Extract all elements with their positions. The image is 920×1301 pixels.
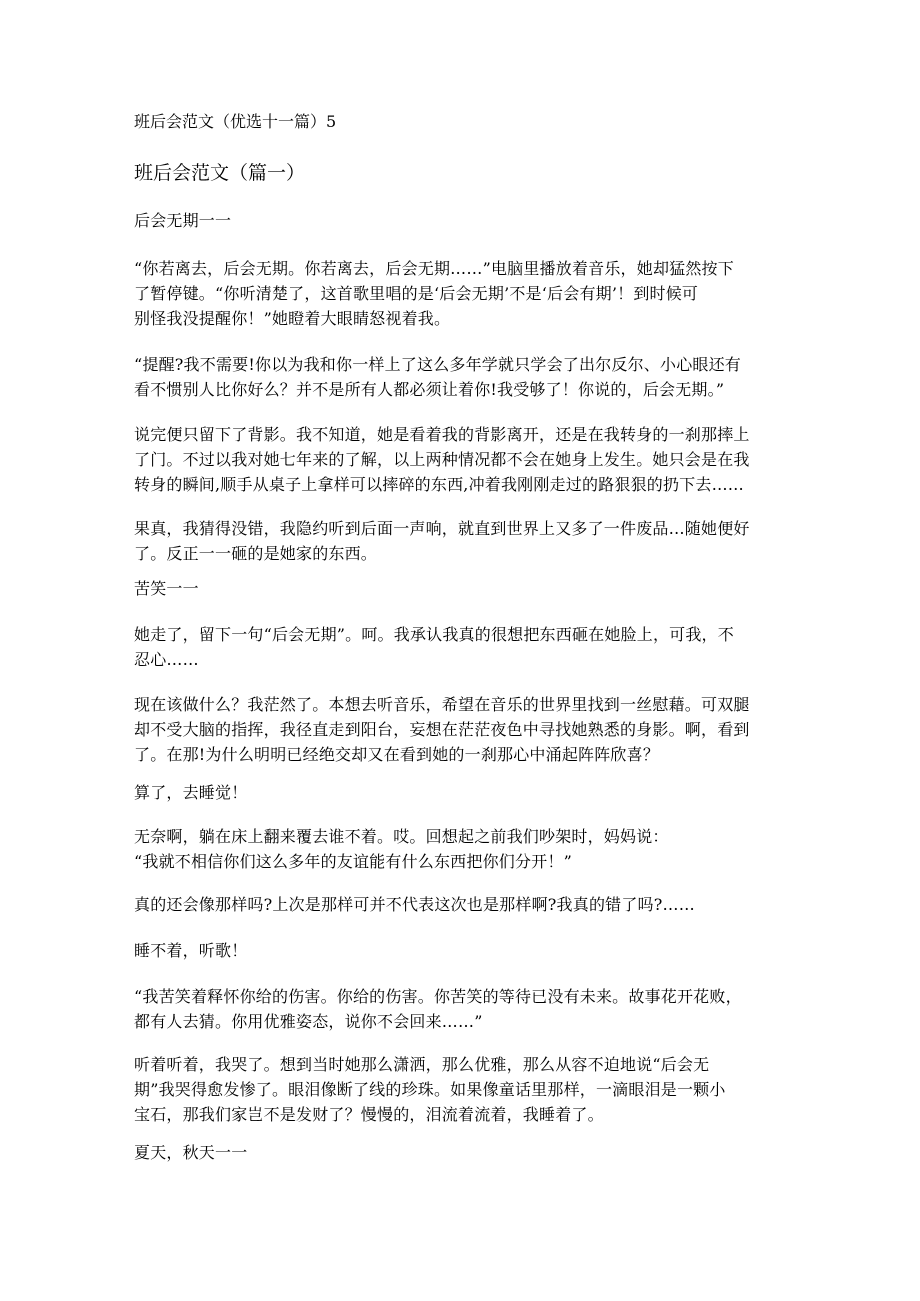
text-line: 别怪我没提醒你！”她瞪着大眼睛怒视着我。 [134, 309, 451, 328]
paragraph [134, 516, 794, 566]
paragraph [134, 692, 794, 767]
text-line: 苦笑一一 [134, 579, 199, 598]
text-line: 睡不着，听歌！ [134, 941, 248, 960]
text-line: “提醒?我不需要!你以为我和你一样上了这么多年学就只学会了出尔反尔、小心眼还有 [134, 355, 741, 374]
text-line: 听着听着，我哭了。想到当时她那么潇洒，那么优雅，那么从容不迫地说“后会无 [134, 1055, 710, 1074]
text-line: 她走了，留下一句“后会无期”。呵。我承认我真的很想把东西砸在她脸上，可我，不 [134, 625, 734, 644]
paragraph [134, 892, 794, 917]
paragraph [134, 256, 794, 331]
paragraph [134, 938, 794, 963]
paragraph [134, 352, 794, 402]
text-line: 却不受大脑的指挥，我径直走到阳台，妄想在茫茫夜色中寻找她熟悉的身影。啊，看到 [134, 720, 750, 739]
paragraph [134, 780, 794, 805]
section-title: 班后会范文（篇一） [134, 162, 306, 184]
paragraph [134, 1052, 794, 1127]
paragraph [134, 576, 794, 601]
text-line: 了。在那!为什么明明已经绝交却又在看到她的一刹那心中涌起阵阵欣喜？ [134, 745, 660, 764]
text-line: 真的还会像那样吗?上次是那样可并不代表这次也是那样啊?我真的错了吗?…… [134, 895, 695, 914]
text-line: 看不惯别人比你好么？并不是所有人都必须让着你!我受够了！你说的，后会无期。” [134, 380, 725, 399]
text-line: 宝石，那我们家岂不是发财了？慢慢的，泪流着流着，我睡着了。 [134, 1105, 604, 1124]
text-line: 后会无期一一 [134, 211, 232, 230]
text-line: “我苦笑着释怀你给的伤害。你给的伤害。你苦笑的等待已没有未来。故事花开花败， [134, 987, 742, 1006]
text-line: 期”我哭得愈发惨了。眼泪像断了线的珍珠。如果像童话里那样，一滴眼泪是一颗小 [134, 1080, 726, 1099]
text-line: “你若离去，后会无期。你若离去，后会无期……”电脑里播放着音乐，她却猛然按下 [134, 259, 734, 278]
text-line: 了门。不过以我对她七年来的了解，以上两种情况都不会在她身上发生。她只会是在我 [134, 450, 750, 469]
text-line: 都有人去猜。你用优雅姿态，说你不会回来……” [134, 1012, 483, 1031]
text-line: 无奈啊，躺在床上翻来覆去谁不着。哎。回想起之前我们吵架时，妈妈说： [134, 827, 669, 846]
text-line: “我就不相信你们这么多年的友谊能有什么东西把你们分开！” [134, 852, 572, 871]
text-line: 了。反正一一砸的是她家的东西。 [134, 544, 378, 563]
text-line: 算了，去睡觉！ [134, 783, 248, 802]
text-line: 果真，我猜得没错，我隐约听到后面一声响，就直到世界上又多了一件废品…随她便好 [134, 519, 750, 538]
paragraph [134, 622, 794, 672]
text-line: 夏天，秋天一一 [134, 1143, 248, 1162]
text-line: 了暂停键。“你听清楚了，这首歌里唱的是‘后会无期’不是‘后会有期’！到时候可 [134, 284, 699, 303]
paragraph [134, 984, 794, 1034]
paragraph [134, 824, 794, 874]
paragraph [134, 1140, 794, 1165]
text-line: 说完便只留下了背影。我不知道，她是看着我的背影离开，还是在我转身的一刹那摔上 [134, 425, 750, 444]
text-line: 忍心…… [134, 650, 199, 669]
text-line: 现在该做什么？我茫然了。本想去听音乐，希望在音乐的世界里找到一丝慰藉。可双腿 [134, 695, 750, 714]
paragraph [134, 208, 794, 233]
text-line: 转身的瞬间,顺手从桌子上拿样可以摔碎的东西,冲着我刚刚走过的路狠狠的扔下去…… [134, 475, 744, 494]
paragraph [134, 422, 794, 497]
document-title: 班后会范文（优选十一篇）5 [134, 112, 337, 131]
